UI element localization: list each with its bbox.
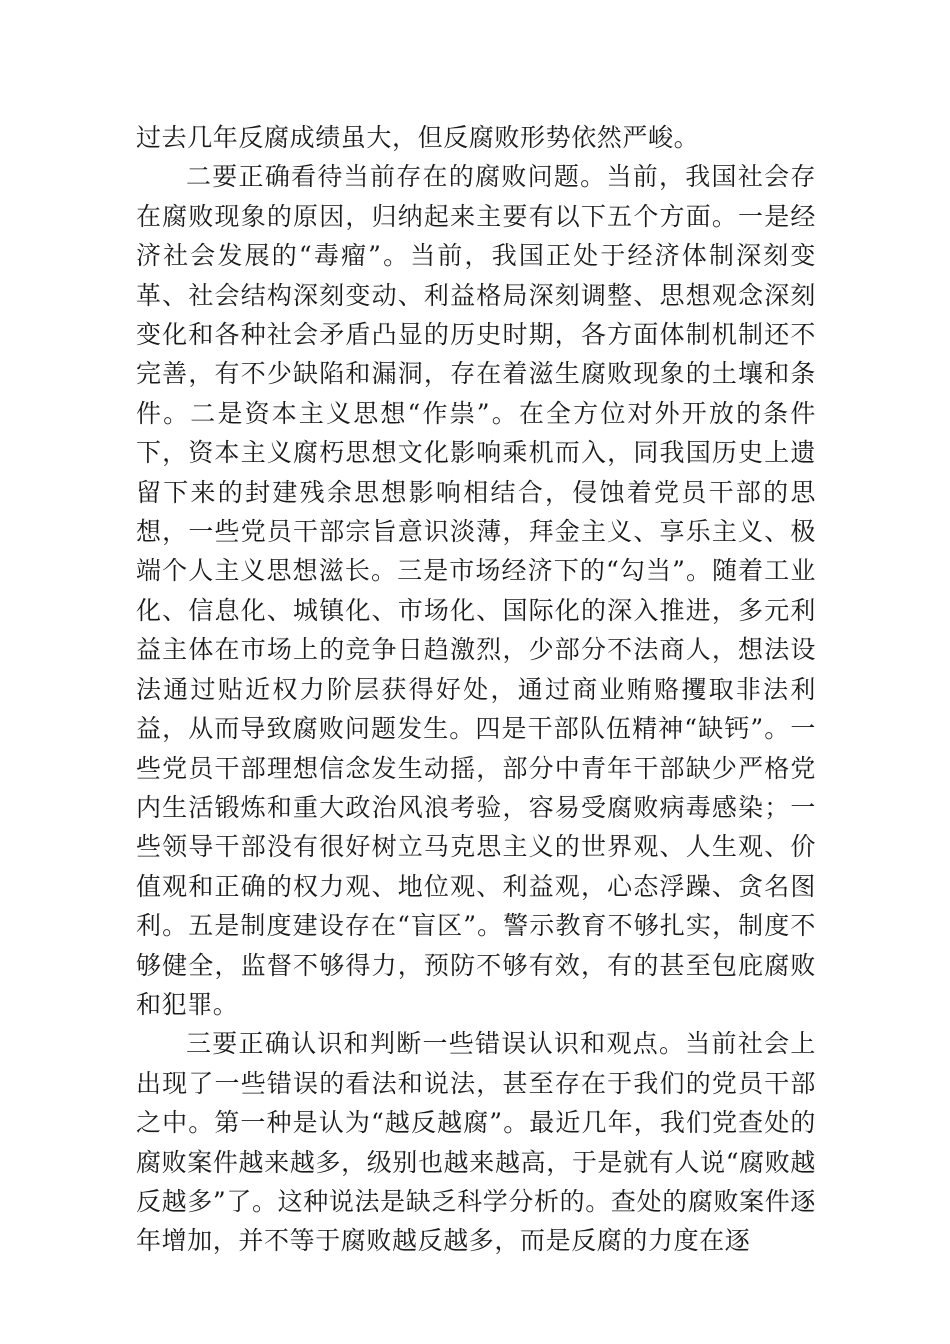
paragraph-corruption-causes: 二要正确看待当前存在的腐败问题。当前，我国社会存在腐败现象的原因，归纳起来主要有以下五个方面。一是经济社会发展的“毒瘤”。当前，我国正处于经济体制深刻变革、社会结构深刻变动、利益格局深刻调整、思想观念深刻变化和各种社会矛盾凸显的历史时期，各方面体制机制还不完善，有不少缺陷和漏洞，存在着滋生腐败现象的土壤和条件。二是资本主义思想“作祟”。在全方位对外开放的条件下，资本主义腐朽思想文化影响乘机而入，同我国历史上遗留下来的封建残余思想影响相结合，侵蚀着党员干部的思想，一些党员干部宗旨意识淡薄，拜金主义、享乐主义、极端个人主义思想滋长。三是市场经济下的“勾当”。随着工业化、信息化、城镇化、市场化、国际化的深入推进，多元利益主体在市场上的竞争日趋激烈，少部分不法商人，想法设法通过贴近权力阶层获得好处，通过商业贿赂攫取非法利益，从而导致腐败问题发生。四是干部队伍精神“缺钙”。一些党员干部理想信念发生动摇，部分中青年干部缺少严格党内生活锻炼和重大政治风浪考验，容易受腐败病毒感染；一些领导干部没有很好树立马克思主义的世界观、人生观、价值观和正确的权力观、地位观、利益观，心态浮躁、贪名图利。五是制度建设存在“盲区”。警示教育不够扎实，制度不够健全，监督不够得力，预防不够有效，有的甚至包庇腐败和犯罪。 — [136, 162, 816, 1019]
body-text — [136, 118, 816, 1261]
paragraph-continuation: 过去几年反腐成绩虽大，但反腐败形势依然严峻。 — [136, 123, 700, 152]
paragraph-wrong-views: 三要正确认识和判断一些错误认识和观点。当前社会上出现了一些错误的看法和说法，甚至存在于我们的党员干部之中。第一种是认为“越反越腐”。最近几年，我们党查处的腐败案件越来越多，级别也越来越高，于是就有人说“腐败越反越多”了。这种说法是缺乏科学分析的。查处的腐败案件逐年增加，并不等于腐败越反越多，而是反腐的力度在逐 — [136, 1029, 816, 1256]
